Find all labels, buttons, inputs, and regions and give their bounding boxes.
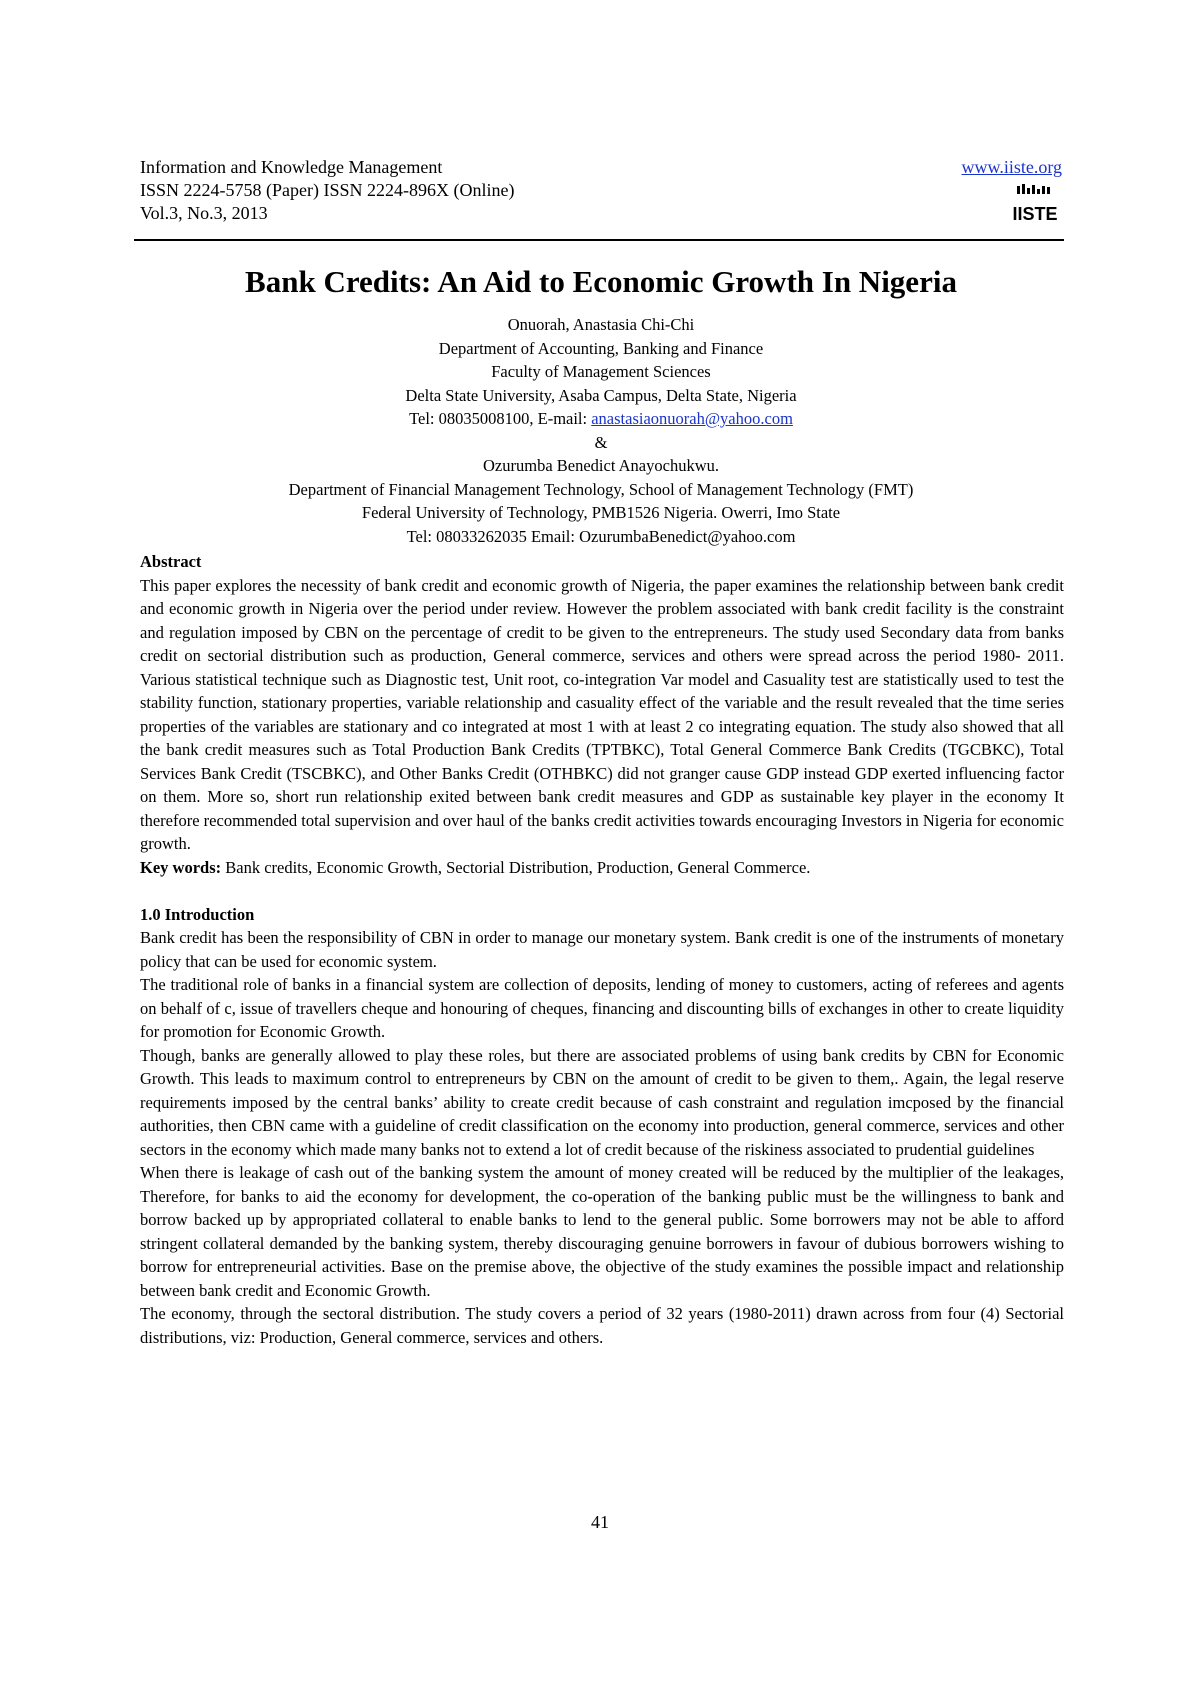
author1-email-link[interactable]: anastasiaonuorah@yahoo.com [591,409,793,428]
iiste-logo-icon [1012,184,1058,224]
paper-body [140,550,1064,1349]
keywords-text: Bank credits, Economic Growth, Sectorial Distribution, Production, General Commerce. [221,857,811,877]
svg-text:IISTE: IISTE [1012,204,1058,224]
author1-faculty: Faculty of Management Sciences [491,362,711,381]
journal-header [140,156,1062,225]
journal-name: Information and Knowledge Management [140,157,443,177]
author1-name: Onuorah, Anastasia Chi-Chi [507,315,695,334]
website-link[interactable]: www.iiste.org [961,157,1062,177]
author1-contact: Tel: 08035008100, E-mail: anastasiaonuorah@yahoo.com [409,409,793,428]
intro-paragraph: The traditional role of banks in a financial system are collection of deposits, lending of money to customers, acting of referees and agents on behalf of c, issue of travellers cheque and honouring of cheques, financing and discounting bills of exchanges in other to create liquidity for promotion for Economic Growth. [140,975,1064,1041]
author1-department: Department of Accounting, Banking and Finance [438,338,764,358]
page-number: 41 [591,1512,609,1532]
keywords-label: Key words: [140,857,222,877]
volume-line: Vol.3, No.3, 2013 [140,203,268,223]
keywords-line [140,856,1064,880]
paper-title: Bank Credits: An Aid to Economic Growth In Nigeria [245,264,957,299]
author2-university: Federal University of Technology, PMB1526 Nigeria. Owerri, Imo State [361,503,841,522]
abstract-heading: Abstract [140,552,202,571]
intro-paragraph: The economy, through the sectoral distribution. The study covers a period of 32 years (1980-2011) drawn across from four (4) Sectorial distributions, viz: Production, General commerce, services and others. [140,1304,1064,1347]
author1-university: Delta State University, Asaba Campus, Delta State, Nigeria [405,385,797,405]
abstract-text: This paper explores the necessity of bank credit and economic growth of Nigeria, the paper examines the relationship between bank credit and economic growth in Nigeria over the period under review. However the problem associated with bank credit facility is the constraint and regulation imposed by CBN on the percentage of credit to be given to the entrepreneurs. The study used Secondary data from banks credit on sectorial distribution such as production, General commerce, services and others were spread across the period 1980- 2011. Various statistical technique such as Diagnostic test, Unit root, co-integration Var model and Casuality test are statistically used to test the stability function, stationary properties, variable relationship and casuality effect of the variable and the result revealed that the time series properties of the variables are stationary and co integrated at most 1 with at least 2 co integrating equation. The study also showed that all the bank credit measures such as Total Production Bank Credits (TPTBKC), Total General Commerce Bank Credits (TGCBKC), Total Services Bank Credit (TSCBKC), and Other Banks Credit (OTHBKC) did not granger cause GDP instead GDP exerted influencing factor on them. More so, short run relationship exited between bank credit measures and GDP as sustainable key player in the economy It therefore recommended total supervision and over haul of the banks credit activities towards encouraging Investors in Nigeria for economic growth. [140,575,1064,853]
issn-line: ISSN 2224-5758 (Paper) ISSN 2224-896X (Online) [140,180,515,200]
author2-department: Department of Financial Management Technology, School of Management Technology (FMT) [288,479,914,499]
header-rule [134,239,1064,241]
intro-paragraph: Though, banks are generally allowed to play these roles, but there are associated problems of using bank credits by CBN for Economic Growth. This leads to maximum control to entrepreneurs by CBN on the amount of credit to be given to them,. Again, the legal reserve requirements imposed by the central banks’ ability to create credit because of cash constraint and regulation imcposed by the financial authorities, then CBN came with a guideline of credit classification on the economy into production, general commerce, services and other sectors in the economy which made many banks not to extend a lot of credit because of the riskiness associated to prudential guidelines [140,1045,1064,1159]
intro-paragraph: When there is leakage of cash out of the banking system the amount of money created will be reduced by the multiplier of the leakages, Therefore, for banks to aid the economy for development, the co-operation of the banking public must be the willingness to bank and borrow backed up by appropriated collateral to enable banks to lend to the general public. Some borrowers may not be able to afford stringent collateral demanded by the banking system, thereby discouraging genuine borrowers in favour of dubious borrowers wishing to borrow for entrepreneurial activities. Base on the premise above, the objective of the study examines the possible impact and relationship between bank credit and Economic Growth. [140,1163,1064,1300]
intro-paragraph: Bank credit has been the responsibility of CBN in order to manage our monetary system. Bank credit is one of the instruments of monetary policy that can be used for economic system. [140,928,1064,971]
author-block [140,313,1062,548]
author2-contact: Tel: 08033262035 Email: OzurumbaBenedict@yahoo.com [406,526,796,546]
author2-name: Ozurumba Benedict Anayochukwu. [483,456,719,475]
introduction-heading: 1.0 Introduction [140,904,255,924]
author-separator: & [594,432,608,452]
